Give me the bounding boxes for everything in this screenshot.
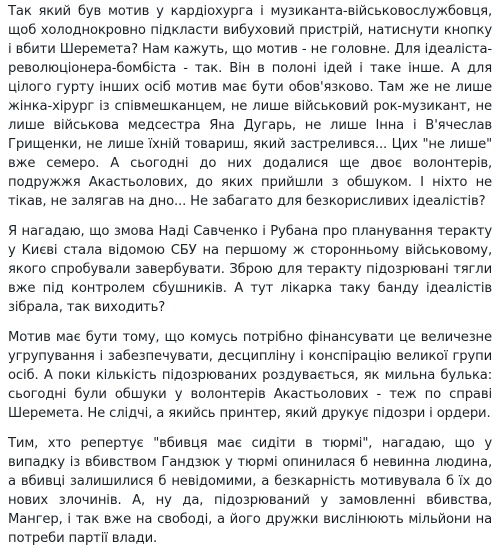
post-paragraph-4: Тим, хто репертує "вбивця має сидіти в тюрмі", нагадаю, що у випадку із вбивством Гандзюк у тюрмі опинилася б невинна людина, а вбивці залишилися б невідомими, а безкарність мотивувала б їх до нових злочинів. А, ну да, підозрюваний у замовленні вбивства, Мангер, і так вже на свободі, а його дружки вислінюють мільйони на потреби партії влади. (8, 436, 492, 546)
post-paragraph-2: Я нагадаю, що змова Наді Савченко і Рубана про планування теракту у Києві стала відомою СБУ на першому ж сторонньому військовому, якого спробували завербувати. Зброю для теракту підозрювані тягли вже під контролем сбушників. А тут лікарка таку банду ідеалістів зібрала, так виходить? (8, 224, 492, 315)
post-paragraph-1: Так який був мотив у кардіохурга і музиканта-військовослужбовця, щоб холоднокровно підкласти вибуховий пристрій, натиснути кнопку і вбити Шеремета? Нам кажуть, що мотив - не головне. Для ідеаліста-революціонера-бомбіста - так. Він в полоні ідей і таке інше. А для цілого гурту інших осіб мотив має бути обов'язково. Там же не лише жінка-хірург із співмешканцем, не лише військовий рок-музикант, не лише військова медсестра Яна Дугарь, не лише Інна і В'ячеслав Грищенки, не лише їхній товариш, який застрелився... Цих "не лише" вже семеро. А сьогодні до них додалися ще двоє волонтерів, подружжя Акастьолових, до яких прийшли з обшуком. І ніхто не тікав, не залягав на дно... Не забагато для безкорисливих ідеалістів? (8, 4, 492, 209)
post-paragraph-3: Мотив має бути тому, що комусь потрібно фінансувати це величезне угрупування і забезпечувати, десципліну і конспірацію великої групи осіб. А поки кількість підозрюваних роздувається, як мильна булька: сьогодні були обшуки у волонтерів Акастьолових - теж по справі Шеремета. Не слідчі, а якийсь принтер, який друкує підозри і ордери. (8, 330, 492, 421)
